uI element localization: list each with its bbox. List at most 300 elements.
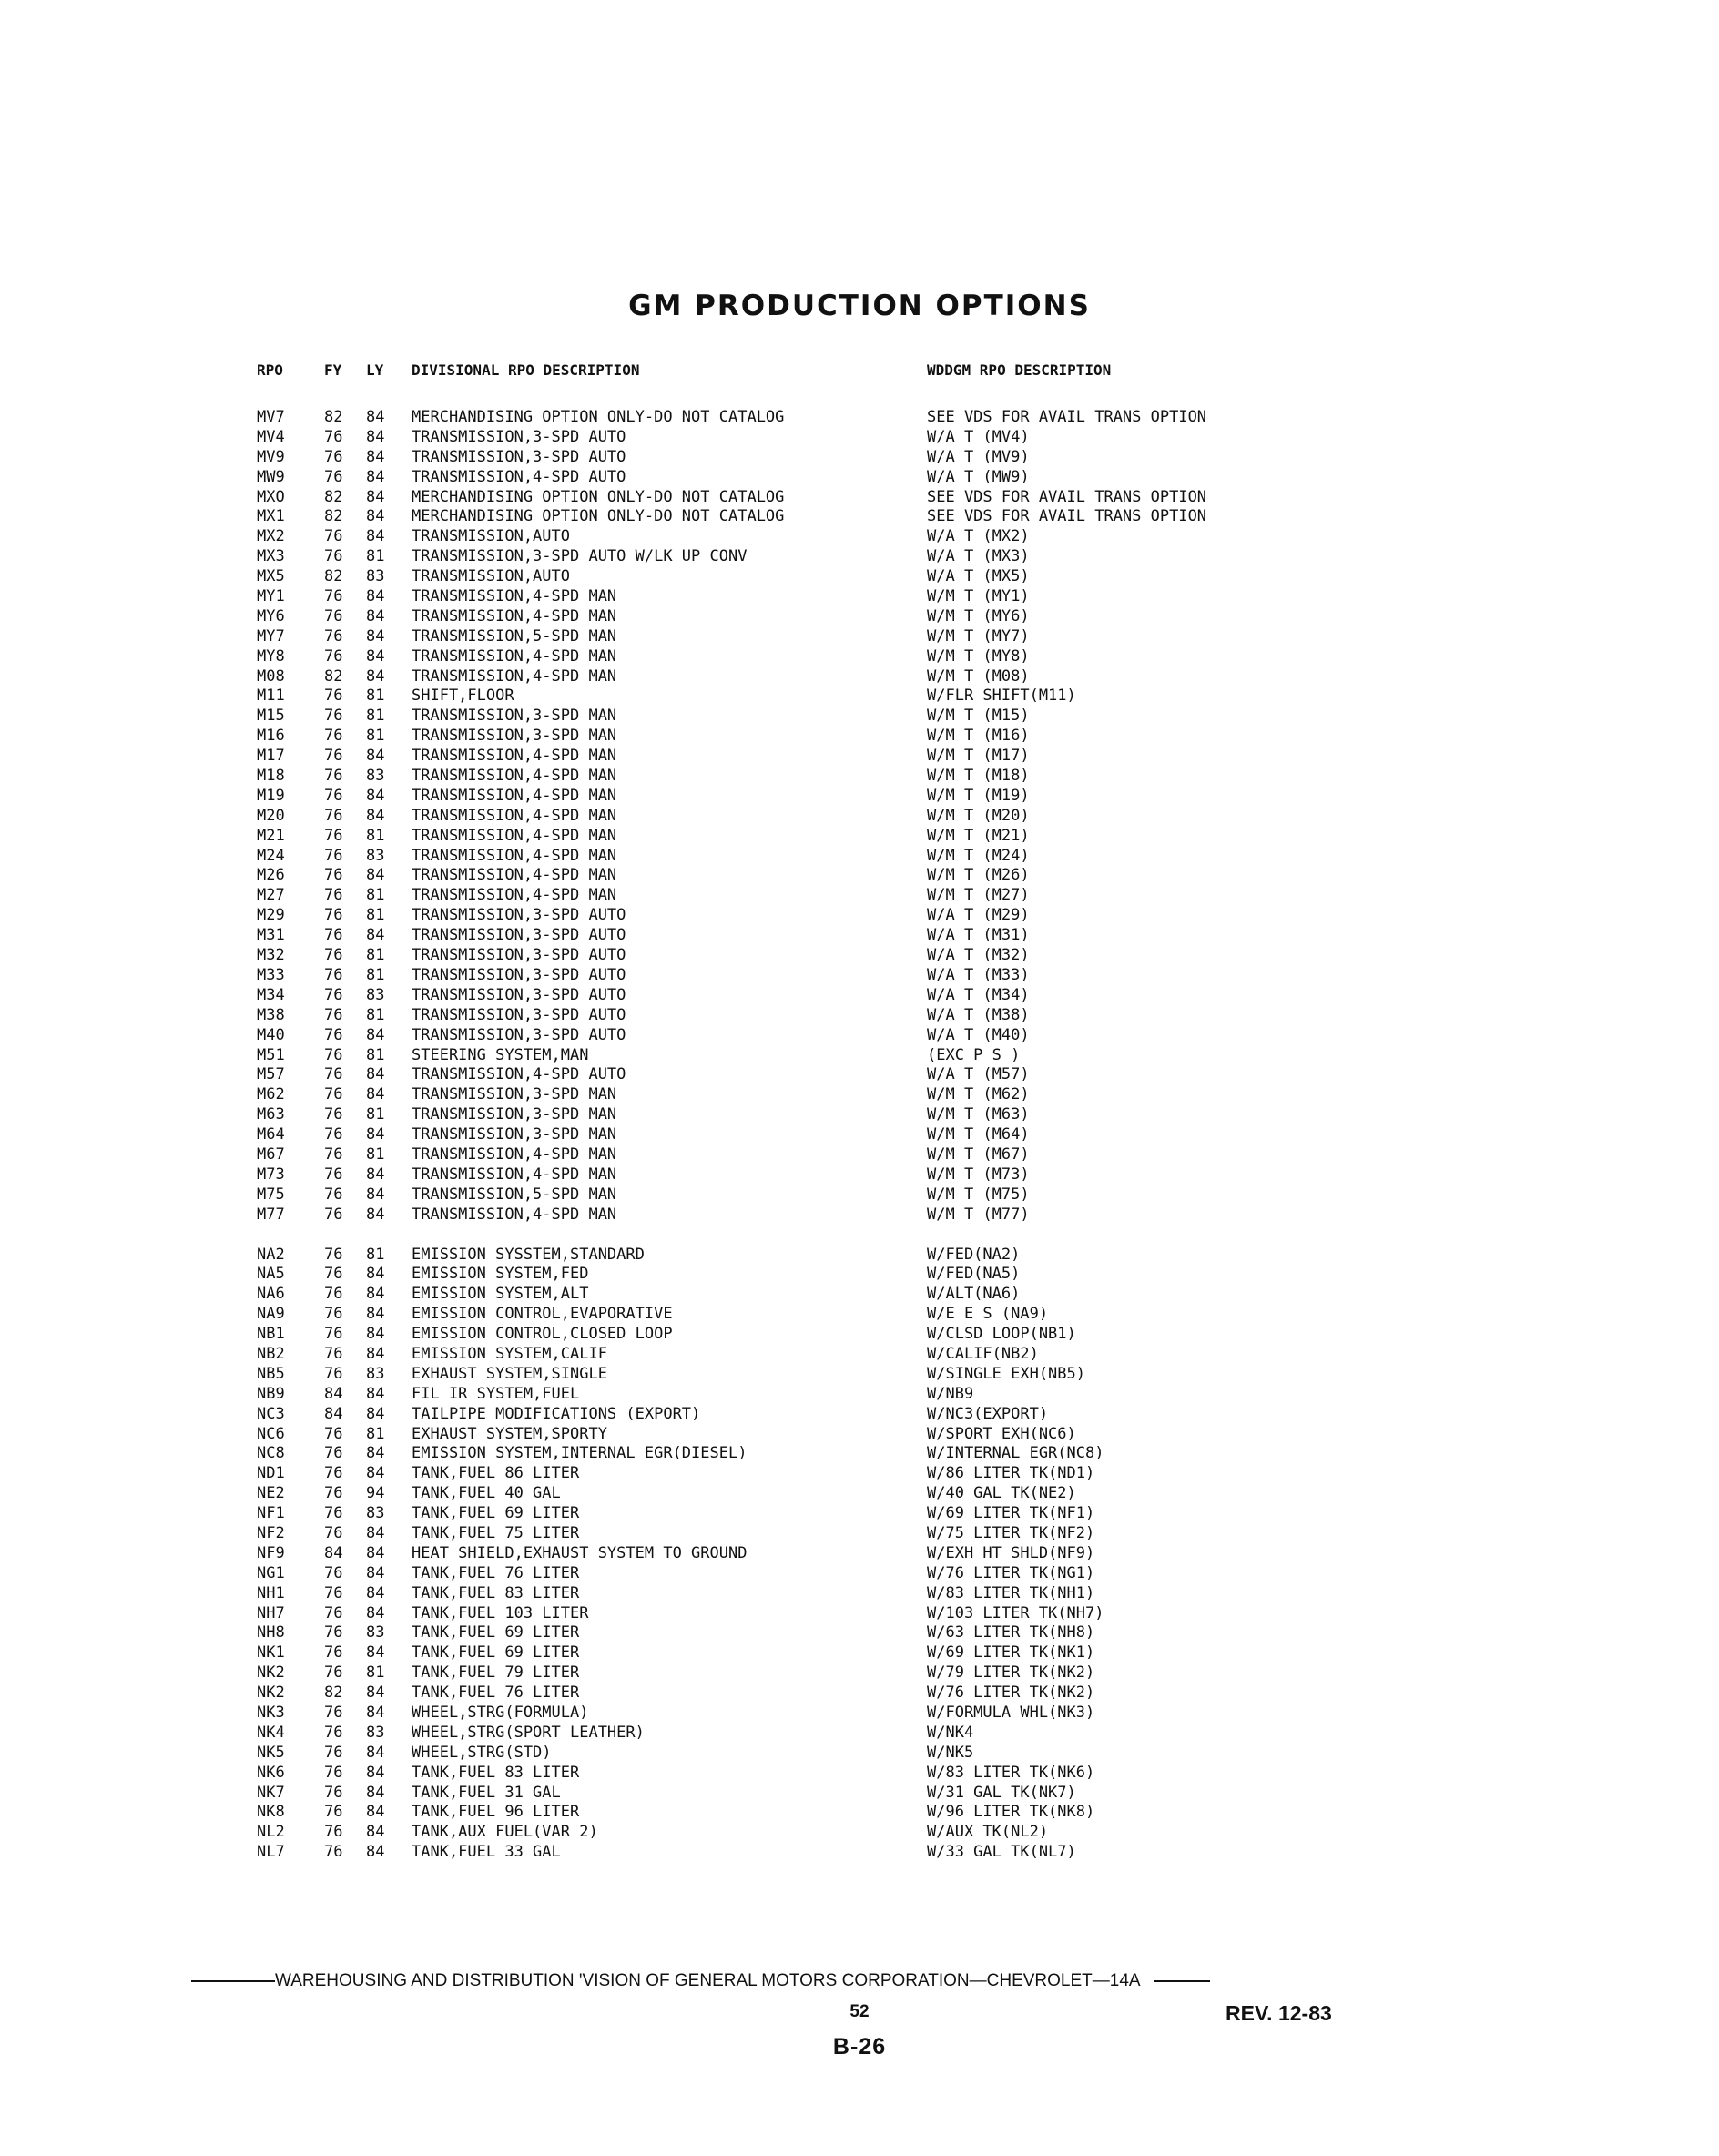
divisional-description: TRANSMISSION,5-SPD MAN [412, 1185, 617, 1204]
rpo-code: M08 [257, 666, 285, 686]
divisional-description: TANK,FUEL 40 GAL [412, 1484, 561, 1503]
last-year: 84 [366, 587, 385, 606]
first-year: 76 [324, 1065, 343, 1084]
wddgm-description: W/SINGLE EXH(NB5) [927, 1364, 1085, 1383]
first-year: 76 [324, 1125, 343, 1144]
divisional-description: TANK,FUEL 83 LITER [412, 1763, 580, 1782]
rpo-code: NK8 [257, 1803, 285, 1822]
rpo-code: M18 [257, 767, 285, 786]
divisional-description: TRANSMISSION,AUTO [412, 527, 570, 546]
wddgm-description: W/75 LITER TK(NF2) [927, 1523, 1095, 1542]
last-year: 84 [366, 1285, 385, 1304]
first-year: 76 [324, 767, 343, 786]
wddgm-description: SEE VDS FOR AVAIL TRANS OPTION [927, 487, 1207, 506]
rpo-code: NE2 [257, 1484, 285, 1503]
last-year: 84 [366, 1404, 385, 1423]
divisional-description: TANK,FUEL 69 LITER [412, 1504, 580, 1523]
last-year: 83 [366, 1723, 385, 1742]
page-title: GM PRODUCTION OPTIONS [628, 290, 1091, 322]
last-year: 84 [366, 1344, 385, 1363]
wddgm-description: W/103 LITER TK(NH7) [927, 1603, 1104, 1622]
divisional-description: EMISSION CONTROL,CLOSED LOOP [412, 1325, 673, 1344]
rpo-code: M34 [257, 985, 285, 1004]
last-year: 84 [366, 1464, 385, 1483]
divisional-description: TRANSMISSION,3-SPD AUTO [412, 1025, 626, 1044]
footer-rule-right [1154, 1980, 1210, 1982]
divisional-description: HEAT SHIELD,EXHAUST SYSTEM TO GROUND [412, 1543, 748, 1562]
rpo-code: M24 [257, 846, 285, 865]
wddgm-description: W/A T (MX5) [927, 567, 1030, 586]
last-year: 94 [366, 1484, 385, 1503]
rpo-code: NB1 [257, 1325, 285, 1344]
first-year: 76 [324, 707, 343, 726]
wddgm-description: W/M T (M20) [927, 806, 1030, 825]
rpo-code: NH1 [257, 1583, 285, 1602]
footer-text: WAREHOUSING AND DISTRIBUTION 'VISION OF GENERAL MOTORS CORPORATION—CHEVROLET—14A [275, 1971, 1140, 1990]
last-year: 81 [366, 826, 385, 845]
divisional-description: TANK,FUEL 69 LITER [412, 1623, 580, 1642]
wddgm-description: W/EXH HT SHLD(NF9) [927, 1543, 1095, 1562]
last-year: 81 [366, 1663, 385, 1683]
last-year: 84 [366, 487, 385, 506]
divisional-description: EMISSION SYSTEM,FED [412, 1265, 589, 1284]
divisional-description: TRANSMISSION,4-SPD MAN [412, 1144, 617, 1164]
rpo-code: NA9 [257, 1305, 285, 1324]
first-year: 76 [324, 1285, 343, 1304]
first-year: 76 [324, 806, 343, 825]
divisional-description: TRANSMISSION,4-SPD MAN [412, 1205, 617, 1224]
wddgm-description: W/INTERNAL EGR(NC8) [927, 1444, 1104, 1463]
wddgm-description: W/ALT(NA6) [927, 1285, 1021, 1304]
rpo-code: NK5 [257, 1743, 285, 1762]
wddgm-description: W/M T (MY7) [927, 626, 1030, 646]
wddgm-description: W/96 LITER TK(NK8) [927, 1803, 1095, 1822]
first-year: 76 [324, 926, 343, 945]
wddgm-description: W/83 LITER TK(NH1) [927, 1583, 1095, 1602]
rpo-code: MY6 [257, 606, 285, 625]
last-year: 84 [366, 786, 385, 805]
first-year: 76 [324, 1703, 343, 1722]
wddgm-description: W/M T (M62) [927, 1085, 1030, 1104]
rpo-code: M17 [257, 747, 285, 766]
first-year: 76 [324, 1623, 343, 1642]
divisional-description: MERCHANDISING OPTION ONLY-DO NOT CATALOG [412, 408, 785, 426]
rpo-code: NH7 [257, 1603, 285, 1622]
divisional-description: TRANSMISSION,4-SPD MAN [412, 826, 617, 845]
first-year: 76 [324, 427, 343, 446]
first-year: 76 [324, 1344, 343, 1363]
rpo-code: NK4 [257, 1723, 285, 1742]
divisional-description: TRANSMISSION,3-SPD AUTO [412, 946, 626, 965]
divisional-description: TRANSMISSION,4-SPD MAN [412, 767, 617, 786]
divisional-description: TRANSMISSION,4-SPD MAN [412, 666, 617, 686]
first-year: 76 [324, 886, 343, 905]
wddgm-description: W/79 LITER TK(NK2) [927, 1663, 1095, 1683]
divisional-description: WHEEL,STRG(SPORT LEATHER) [412, 1723, 645, 1742]
divisional-description: WHEEL,STRG(STD) [412, 1743, 552, 1762]
last-year: 83 [366, 1623, 385, 1642]
rpo-code: M11 [257, 686, 285, 706]
rpo-code: NF2 [257, 1523, 285, 1542]
divisional-description: EMISSION SYSTEM,ALT [412, 1285, 589, 1304]
first-year: 76 [324, 747, 343, 766]
rpo-code: MV7 [257, 408, 285, 426]
first-year: 76 [324, 1164, 343, 1184]
wddgm-description: W/A T (M38) [927, 1005, 1030, 1024]
divisional-description: TRANSMISSION,4-SPD MAN [412, 886, 617, 905]
rpo-code: NK2 [257, 1683, 285, 1703]
first-year: 76 [324, 1843, 343, 1862]
first-year: 76 [324, 686, 343, 706]
last-year: 84 [366, 1803, 385, 1822]
first-year: 76 [324, 1105, 343, 1124]
wddgm-description: W/A T (M29) [927, 906, 1030, 925]
rpo-code: NK3 [257, 1703, 285, 1722]
rpo-code: MX3 [257, 547, 285, 566]
rpo-code: NC8 [257, 1444, 285, 1463]
last-year: 84 [366, 1164, 385, 1184]
first-year: 76 [324, 1085, 343, 1104]
last-year: 81 [366, 946, 385, 965]
last-year: 84 [366, 1783, 385, 1802]
wddgm-description: W/A T (M34) [927, 985, 1030, 1004]
last-year: 83 [366, 767, 385, 786]
first-year: 76 [324, 1603, 343, 1622]
rpo-code: M27 [257, 886, 285, 905]
first-year: 76 [324, 1743, 343, 1762]
wddgm-description: W/M T (MY8) [927, 646, 1030, 666]
rpo-code: NH8 [257, 1623, 285, 1642]
first-year: 76 [324, 1783, 343, 1802]
rpo-code: MV9 [257, 447, 285, 466]
rpo-code: MXO [257, 487, 285, 506]
first-year: 76 [324, 1005, 343, 1024]
last-year: 84 [366, 626, 385, 646]
rpo-code: NA2 [257, 1245, 285, 1264]
rpo-code: M73 [257, 1164, 285, 1184]
first-year: 84 [324, 1384, 343, 1403]
divisional-description: TRANSMISSION,3-SPD MAN [412, 1125, 617, 1144]
header-divisional-description: DIVISIONAL RPO DESCRIPTION [412, 361, 640, 379]
last-year: 84 [366, 408, 385, 426]
divisional-description: EMISSION SYSTEM,CALIF [412, 1344, 607, 1363]
rpo-code: NK1 [257, 1643, 285, 1663]
first-year: 76 [324, 1185, 343, 1204]
divisional-description: TRANSMISSION,3-SPD AUTO W/LK UP CONV [412, 547, 748, 566]
rpo-code: M19 [257, 786, 285, 805]
last-year: 84 [366, 1085, 385, 1104]
rpo-code: M62 [257, 1085, 285, 1104]
rpo-code: NC3 [257, 1404, 285, 1423]
wddgm-description: SEE VDS FOR AVAIL TRANS OPTION [927, 408, 1207, 426]
rpo-code: M75 [257, 1185, 285, 1204]
first-year: 76 [324, 547, 343, 566]
divisional-description: TRANSMISSION,4-SPD MAN [412, 786, 617, 805]
last-year: 84 [366, 606, 385, 625]
section-page-number: B-26 [832, 2034, 887, 2059]
first-year: 84 [324, 1404, 343, 1423]
wddgm-description: W/SPORT EXH(NC6) [927, 1424, 1076, 1443]
rpo-code: NK6 [257, 1763, 285, 1782]
revision-label: REV. 12-83 [1226, 2001, 1332, 2025]
last-year: 84 [366, 527, 385, 546]
first-year: 76 [324, 587, 343, 606]
last-year: 81 [366, 707, 385, 726]
last-year: 83 [366, 1364, 385, 1383]
wddgm-description: W/M T (M19) [927, 786, 1030, 805]
last-year: 84 [366, 666, 385, 686]
divisional-description: TANK,FUEL 69 LITER [412, 1643, 580, 1663]
first-year: 76 [324, 1245, 343, 1264]
rpo-code: MX2 [257, 527, 285, 546]
rpo-code: NL2 [257, 1823, 285, 1842]
wddgm-description: W/AUX TK(NL2) [927, 1823, 1049, 1842]
last-year: 81 [366, 1045, 385, 1064]
wddgm-description: W/A T (MW9) [927, 467, 1030, 486]
first-year: 76 [324, 1364, 343, 1383]
divisional-description: TRANSMISSION,3-SPD MAN [412, 707, 617, 726]
wddgm-description: W/FED(NA5) [927, 1265, 1021, 1284]
header-fy: FY [324, 361, 342, 379]
divisional-description: TANK,FUEL 31 GAL [412, 1783, 561, 1802]
last-year: 81 [366, 886, 385, 905]
rpo-code: M32 [257, 946, 285, 965]
first-year: 76 [324, 1803, 343, 1822]
last-year: 84 [366, 1025, 385, 1044]
last-year: 84 [366, 1703, 385, 1722]
rpo-code: M67 [257, 1144, 285, 1164]
last-year: 83 [366, 846, 385, 865]
divisional-description: TANK,FUEL 79 LITER [412, 1663, 580, 1683]
rpo-code: NF9 [257, 1543, 285, 1562]
wddgm-description: W/69 LITER TK(NK1) [927, 1643, 1095, 1663]
wddgm-description: (EXC P S ) [927, 1045, 1021, 1064]
first-year: 76 [324, 447, 343, 466]
divisional-description: EMISSION CONTROL,EVAPORATIVE [412, 1305, 673, 1324]
last-year: 81 [366, 727, 385, 746]
rpo-code: M21 [257, 826, 285, 845]
footer-banner [191, 1971, 1357, 1991]
first-year: 76 [324, 1464, 343, 1483]
last-year: 81 [366, 686, 385, 706]
header-wddgm-description: WDDGM RPO DESCRIPTION [927, 361, 1112, 379]
rpo-code: MV4 [257, 427, 285, 446]
wddgm-description: W/CALIF(NB2) [927, 1344, 1039, 1363]
first-year: 84 [324, 1543, 343, 1562]
divisional-description: TANK,FUEL 83 LITER [412, 1583, 580, 1602]
last-year: 84 [366, 1563, 385, 1582]
last-year: 84 [366, 1583, 385, 1602]
rpo-code: NK2 [257, 1663, 285, 1683]
divisional-description: EMISSION SYSSTEM,STANDARD [412, 1245, 645, 1264]
first-year: 76 [324, 1504, 343, 1523]
wddgm-description: W/M T (M15) [927, 707, 1030, 726]
wddgm-description: W/CLSD LOOP(NB1) [927, 1325, 1076, 1344]
rpo-code: NA6 [257, 1285, 285, 1304]
wddgm-description: W/A T (MX2) [927, 527, 1030, 546]
first-year: 82 [324, 507, 343, 526]
first-year: 76 [324, 1663, 343, 1683]
rpo-code: NF1 [257, 1504, 285, 1523]
wddgm-description: W/NK4 [927, 1723, 974, 1742]
wddgm-description: W/M T (M73) [927, 1164, 1030, 1184]
rpo-code: NA5 [257, 1265, 285, 1284]
rpo-code: ND1 [257, 1464, 285, 1483]
wddgm-description: W/M T (M26) [927, 866, 1030, 885]
first-year: 76 [324, 1484, 343, 1503]
wddgm-description: W/M T (M24) [927, 846, 1030, 865]
rpo-code: M31 [257, 926, 285, 945]
last-year: 81 [366, 965, 385, 984]
divisional-description: TANK,FUEL 103 LITER [412, 1603, 589, 1622]
divisional-description: TRANSMISSION,4-SPD MAN [412, 587, 617, 606]
wddgm-description: W/69 LITER TK(NF1) [927, 1504, 1095, 1523]
first-year: 76 [324, 606, 343, 625]
last-year: 84 [366, 1543, 385, 1562]
first-year: 76 [324, 1583, 343, 1602]
last-year: 84 [366, 1065, 385, 1084]
divisional-description: TRANSMISSION,4-SPD MAN [412, 806, 617, 825]
wddgm-description: W/86 LITER TK(ND1) [927, 1464, 1095, 1483]
first-year: 76 [324, 846, 343, 865]
rpo-code: M51 [257, 1045, 285, 1064]
divisional-description: MERCHANDISING OPTION ONLY-DO NOT CATALOG [412, 487, 785, 506]
wddgm-description: W/NC3(EXPORT) [927, 1404, 1049, 1423]
rpo-code: NB2 [257, 1344, 285, 1363]
last-year: 84 [366, 507, 385, 526]
rpo-code: MY7 [257, 626, 285, 646]
first-year: 76 [324, 946, 343, 965]
rpo-code: NG1 [257, 1563, 285, 1582]
first-year: 76 [324, 727, 343, 746]
divisional-description: EXHAUST SYSTEM,SINGLE [412, 1364, 607, 1383]
divisional-description: TANK,FUEL 75 LITER [412, 1523, 580, 1542]
wddgm-description: W/NB9 [927, 1384, 974, 1403]
first-year: 76 [324, 786, 343, 805]
divisional-description: TRANSMISSION,3-SPD MAN [412, 1105, 617, 1124]
divisional-description: EMISSION SYSTEM,INTERNAL EGR(DIESEL) [412, 1444, 748, 1463]
divisional-description: EXHAUST SYSTEM,SPORTY [412, 1424, 607, 1443]
last-year: 84 [366, 1743, 385, 1762]
divisional-description: TRANSMISSION,3-SPD AUTO [412, 427, 626, 446]
first-year: 76 [324, 467, 343, 486]
page-number: 52 [849, 2002, 870, 2021]
rpo-code: M15 [257, 707, 285, 726]
last-year: 84 [366, 1523, 385, 1542]
wddgm-description: W/FLR SHIFT(M11) [927, 686, 1076, 706]
first-year: 76 [324, 1444, 343, 1463]
divisional-description: TRANSMISSION,3-SPD AUTO [412, 447, 626, 466]
last-year: 84 [366, 1305, 385, 1324]
first-year: 76 [324, 985, 343, 1004]
wddgm-description: W/A T (M32) [927, 946, 1030, 965]
divisional-description: TAILPIPE MODIFICATIONS (EXPORT) [412, 1404, 701, 1423]
first-year: 76 [324, 1144, 343, 1164]
rpo-code: MY8 [257, 646, 285, 666]
last-year: 84 [366, 926, 385, 945]
rpo-code: NC6 [257, 1424, 285, 1443]
wddgm-description: W/A T (M31) [927, 926, 1030, 945]
wddgm-description: W/M T (MY1) [927, 587, 1030, 606]
first-year: 76 [324, 1563, 343, 1582]
wddgm-description: W/40 GAL TK(NE2) [927, 1484, 1076, 1503]
last-year: 84 [366, 1384, 385, 1403]
first-year: 76 [324, 866, 343, 885]
wddgm-description: W/76 LITER TK(NK2) [927, 1683, 1095, 1703]
last-year: 81 [366, 1245, 385, 1264]
first-year: 76 [324, 906, 343, 925]
wddgm-description: W/M T (M67) [927, 1144, 1030, 1164]
rpo-code: NL7 [257, 1843, 285, 1862]
wddgm-description: W/A T (M33) [927, 965, 1030, 984]
last-year: 84 [366, 1444, 385, 1463]
wddgm-description: W/A T (M57) [927, 1065, 1030, 1084]
last-year: 84 [366, 1205, 385, 1224]
divisional-description: TRANSMISSION,3-SPD MAN [412, 727, 617, 746]
last-year: 84 [366, 467, 385, 486]
last-year: 81 [366, 1144, 385, 1164]
first-year: 82 [324, 408, 343, 426]
last-year: 83 [366, 567, 385, 586]
last-year: 84 [366, 1763, 385, 1782]
first-year: 76 [324, 1823, 343, 1842]
last-year: 84 [366, 1185, 385, 1204]
first-year: 76 [324, 965, 343, 984]
last-year: 84 [366, 1843, 385, 1862]
first-year: 76 [324, 1723, 343, 1742]
first-year: 76 [324, 1424, 343, 1443]
last-year: 84 [366, 1683, 385, 1703]
wddgm-description: SEE VDS FOR AVAIL TRANS OPTION [927, 507, 1207, 526]
wddgm-description: W/NK5 [927, 1743, 974, 1762]
first-year: 76 [324, 1523, 343, 1542]
divisional-description: TRANSMISSION,3-SPD AUTO [412, 906, 626, 925]
wddgm-description: W/M T (M77) [927, 1205, 1030, 1224]
last-year: 84 [366, 1325, 385, 1344]
divisional-description: FIL IR SYSTEM,FUEL [412, 1384, 580, 1403]
divisional-description: TRANSMISSION,5-SPD MAN [412, 626, 617, 646]
last-year: 84 [366, 1265, 385, 1284]
rpo-code: M63 [257, 1105, 285, 1124]
wddgm-description: W/E E S (NA9) [927, 1305, 1049, 1324]
divisional-description: TRANSMISSION,3-SPD MAN [412, 1085, 617, 1104]
wddgm-description: W/76 LITER TK(NG1) [927, 1563, 1095, 1582]
wddgm-description: W/M T (M64) [927, 1125, 1030, 1144]
last-year: 84 [366, 447, 385, 466]
rpo-code: M26 [257, 866, 285, 885]
wddgm-description: W/M T (M17) [927, 747, 1030, 766]
wddgm-description: W/A T (MV9) [927, 447, 1030, 466]
divisional-description: TRANSMISSION,4-SPD MAN [412, 646, 617, 666]
divisional-description: TANK,FUEL 76 LITER [412, 1683, 580, 1703]
first-year: 82 [324, 1683, 343, 1703]
wddgm-description: W/M T (M75) [927, 1185, 1030, 1204]
rpo-code: MX1 [257, 507, 285, 526]
first-year: 76 [324, 1205, 343, 1224]
divisional-description: TANK,FUEL 86 LITER [412, 1464, 580, 1483]
divisional-description: TRANSMISSION,3-SPD AUTO [412, 985, 626, 1004]
wddgm-description: W/83 LITER TK(NK6) [927, 1763, 1095, 1782]
rpo-code: M77 [257, 1205, 285, 1224]
rpo-code: MX5 [257, 567, 285, 586]
first-year: 82 [324, 487, 343, 506]
wddgm-description: W/A T (MX3) [927, 547, 1030, 566]
header-ly: LY [366, 361, 384, 379]
first-year: 82 [324, 567, 343, 586]
last-year: 83 [366, 1504, 385, 1523]
rpo-code: M38 [257, 1005, 285, 1024]
divisional-description: TANK,FUEL 96 LITER [412, 1803, 580, 1822]
